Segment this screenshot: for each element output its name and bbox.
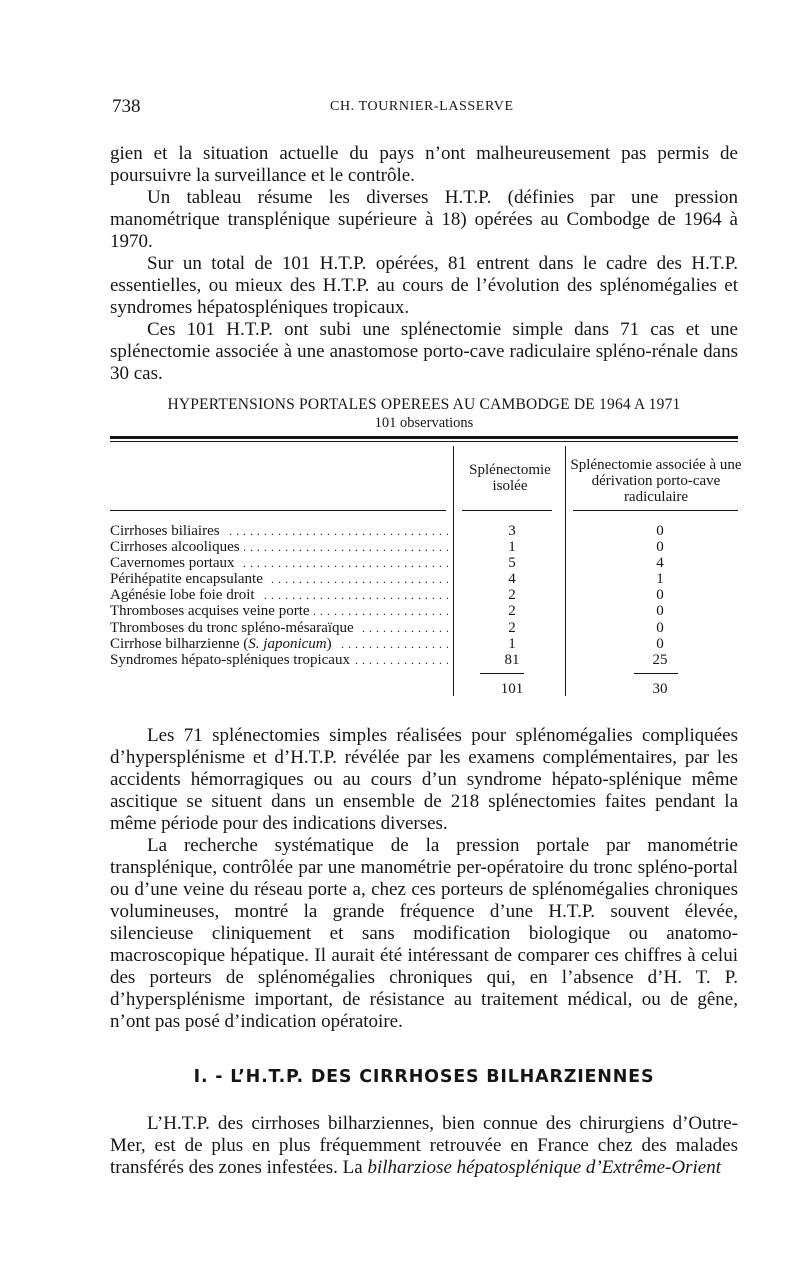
row-label-text: Cirrhoses alcooliques xyxy=(110,539,240,556)
cell-associee: 0 xyxy=(656,635,664,652)
cell-associee: 1 xyxy=(656,571,664,588)
table-title: HYPERTENSIONS PORTALES OPEREES AU CAMBODGE DE 1964 A 1971 xyxy=(167,396,681,413)
page-number: 738 xyxy=(112,96,141,117)
table-head-rule-c xyxy=(573,510,738,511)
paragraph-7-text: L’H.T.P. des cirrhoses bilharziennes, bien connue des chirurgiens d’Outre-Mer, est de plus en plus fréquemment retrouvée en France chez des malades transférés des zones infestées. La xyxy=(110,1113,738,1178)
table-row xyxy=(110,603,740,619)
section-title: I. - L’H.T.P. DES CIRRHOSES BILHARZIENNES xyxy=(193,1067,655,1087)
cell-isolee: 4 xyxy=(508,571,516,588)
cell-associee: 0 xyxy=(656,587,664,604)
row-label-text: Thromboses du tronc spléno-mésaraïque xyxy=(110,619,354,636)
paragraph-2: Un tableau résume les diverses H.T.P. (définies par une pression manométrique transplénique supérieure à 18) opérées au Combodge de 1964 à 1970. xyxy=(110,187,738,252)
row-label-text: Syndromes hépato-spléniques tropicaux xyxy=(110,651,350,668)
cell-associee: 4 xyxy=(656,555,664,572)
table-head-rule-b xyxy=(462,510,552,511)
cell-associee: 25 xyxy=(652,651,668,668)
total-isolee: 101 xyxy=(500,681,524,697)
row-label xyxy=(110,555,448,571)
cell-isolee: 1 xyxy=(508,539,516,556)
row-label-text: Agénésie lobe foie droit xyxy=(110,587,255,604)
table-row xyxy=(110,523,740,539)
cell-associee: 0 xyxy=(656,619,664,636)
paragraph-5: Les 71 splénectomies simples réalisées pour splénomégalies compliquées d’hypersplénisme et d’H.T.P. révélée par les examens complémentaires, par les accidents hémorragiques ou au cours d’un syndrome hépato-splénique même ascitique se situent dans un ensemble de 218 splénectomies faites pendant la même période pour des indications diverses. xyxy=(110,725,738,834)
sum-rule-1 xyxy=(480,673,524,674)
table-row xyxy=(110,587,740,603)
row-label-end: ) xyxy=(326,635,332,652)
table-top-rule xyxy=(110,436,738,439)
cell-isolee: 81 xyxy=(504,651,520,668)
cell-isolee: 2 xyxy=(508,603,516,620)
row-label-italic: S. japonicum xyxy=(248,635,327,652)
col-header-associee: Splénectomie associée à une dérivation porto-cave radiculaire xyxy=(570,457,742,505)
total-associee: 30 xyxy=(652,681,668,697)
table-row xyxy=(110,636,740,652)
row-label-text: Cavernomes portaux xyxy=(110,555,235,572)
col-header-isolee: Splénectomie isolée xyxy=(469,462,551,494)
table-body xyxy=(110,523,740,668)
table-row xyxy=(110,555,740,571)
table-row xyxy=(110,539,740,555)
cell-isolee: 3 xyxy=(508,523,516,539)
row-label-text: Périhépatite encapsulante xyxy=(110,571,263,588)
table-subtitle: 101 observations xyxy=(374,415,474,431)
row-label xyxy=(110,652,448,668)
cell-isolee: 2 xyxy=(508,587,516,604)
row-label-text: Cirrhose bilharzienne ( xyxy=(110,635,249,652)
table-top-rule-thin xyxy=(110,441,738,442)
paragraph-3: Sur un total de 101 H.T.P. opérées, 81 entrent dans le cadre des H.T.P. essentielles, ou mieux des H.T.P. au cours de l’évolution des splénomégalies et syndromes hépatospléniques tropicaux. xyxy=(110,253,738,318)
cell-isolee: 2 xyxy=(508,619,516,636)
cell-isolee: 1 xyxy=(508,635,516,652)
row-label xyxy=(110,603,448,619)
paragraph-6: La recherche systématique de la pression portale par manométrie transplénique, contrôlée par une manométrie per-opératoire du tronc spléno-portal ou d’une veine du réseau porte a, chez ces porteurs de splénomégalies chroniques volumineuses, montré la grande fréquence d’une H.T.P. souvent élevée, silencieuse cliniquement et sans modification biologique ou anatomo-macroscopique hépatique. Il aurait été intéressant de comparer ces chiffres à celui des porteurs de splénomégalies chroniques qui, en l’absence d’H. T. P. d’hypersplénisme important, de résistance au traitement médical, ou de gêne, n’ont pas posé d’indication opératoire. xyxy=(110,835,738,1032)
paragraph-1: gien et la situation actuelle du pays n’ont malheureusement pas permis de poursuivre la surveillance et le contrôle. xyxy=(110,143,738,186)
cell-associee: 0 xyxy=(656,603,664,620)
page-header xyxy=(112,96,738,120)
row-label xyxy=(110,587,448,603)
cell-isolee: 5 xyxy=(508,555,516,572)
row-label xyxy=(110,636,448,652)
running-head: CH. TOURNIER-LASSERVE xyxy=(330,99,514,114)
paragraph-7-italic: bilharziose hépatosplénique d’Extrême-Orient xyxy=(367,1157,721,1178)
row-label-text: Thromboses acquises veine porte xyxy=(110,603,310,620)
table-row xyxy=(110,571,740,587)
table-row xyxy=(110,620,740,636)
cell-associee: 0 xyxy=(656,523,664,539)
paragraph-7 xyxy=(110,1113,738,1179)
table-head-rule-a xyxy=(110,510,446,511)
row-label xyxy=(110,523,448,539)
paragraph-4: Ces 101 H.T.P. ont subi une splénectomie simple dans 71 cas et une splénectomie associée à une anastomose porto-cave radiculaire spléno-rénale dans 30 cas. xyxy=(110,319,738,384)
cell-associee: 0 xyxy=(656,539,664,556)
sum-rule-2 xyxy=(634,673,678,674)
row-label xyxy=(110,571,448,587)
row-label-text: Cirrhoses biliaires xyxy=(110,523,220,539)
row-label xyxy=(110,539,448,555)
table-row xyxy=(110,652,740,668)
row-label xyxy=(110,620,448,636)
